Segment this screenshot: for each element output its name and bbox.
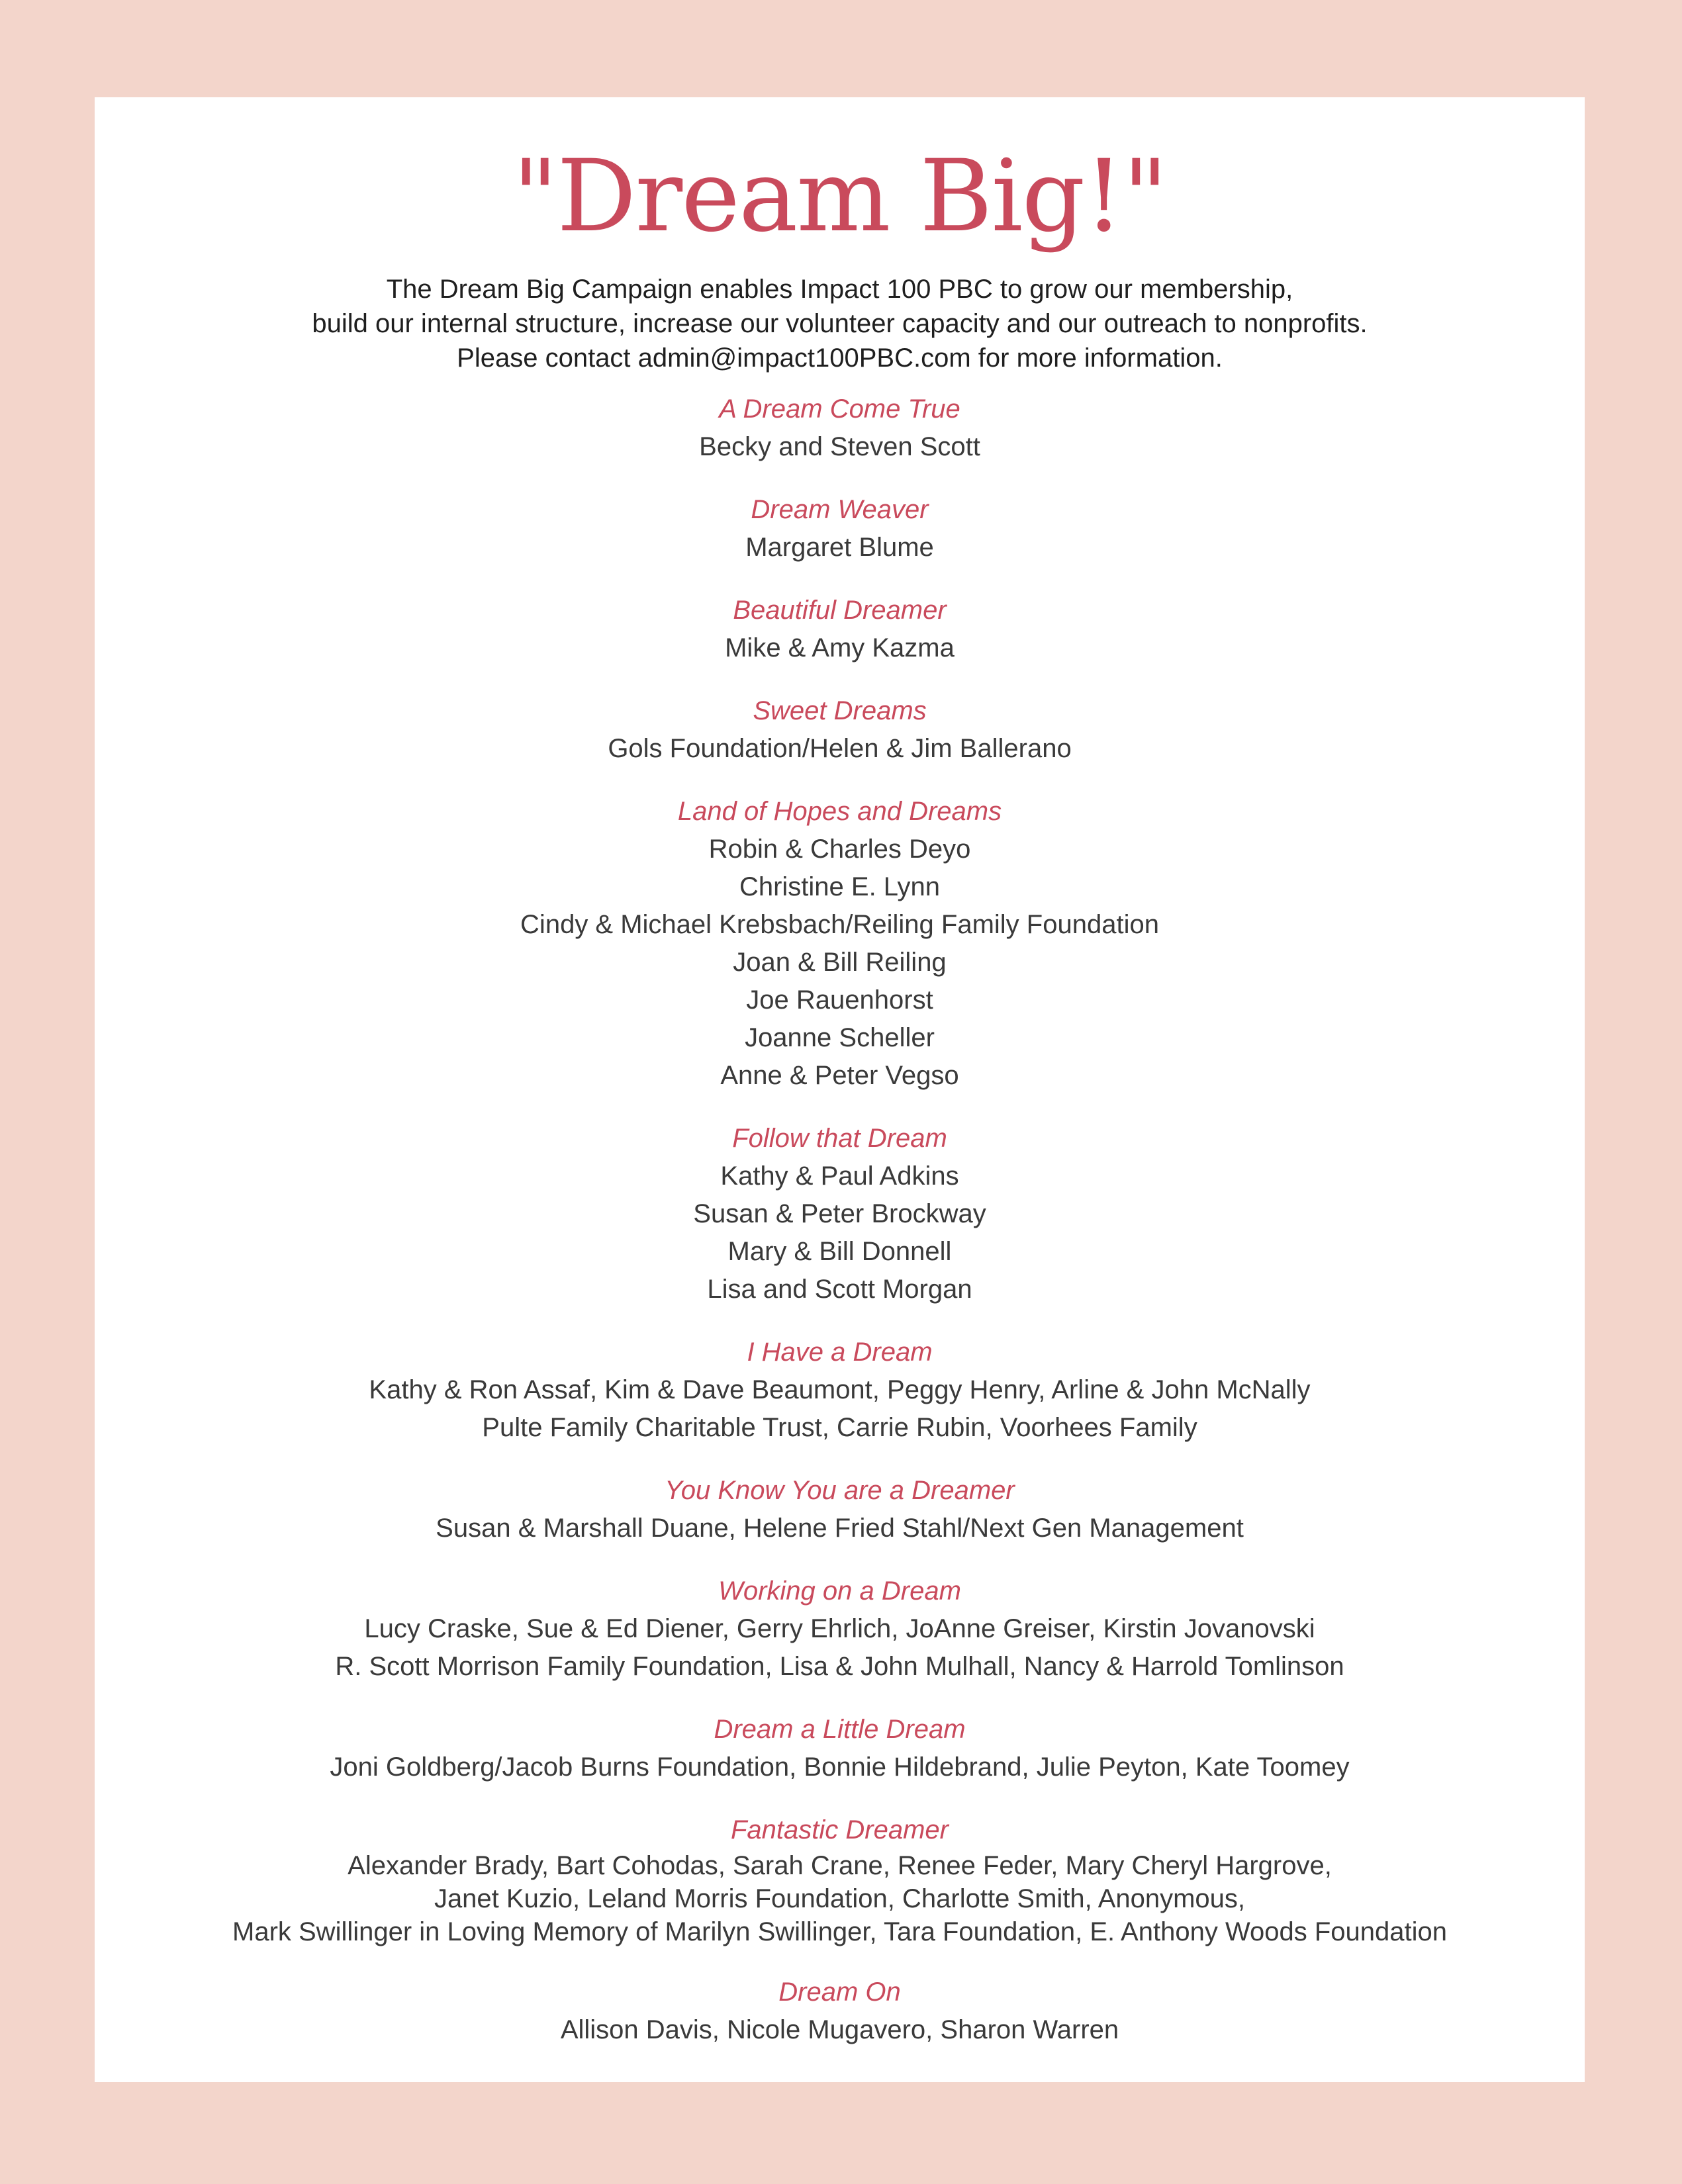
donor-line: Cindy & Michael Krebsbach/Reiling Family Foundation: [520, 910, 1159, 939]
donor-line: Susan & Peter Brockway: [693, 1199, 986, 1228]
donor-line: Joanne Scheller: [745, 1023, 935, 1052]
donor-section: [95, 390, 1585, 466]
donor-line: Anne & Peter Vegso: [720, 1061, 959, 1090]
page-title: "Dream Big!": [512, 139, 1167, 254]
intro-line: The Dream Big Campaign enables Impact 100 PBC to grow our membership,: [386, 275, 1293, 304]
donor-section: [95, 1811, 1585, 1948]
donor-line: Kathy & Paul Adkins: [720, 1161, 959, 1191]
intro-line: Please contact admin@impact100PBC.com for more information.: [457, 343, 1223, 373]
donor-line: Kathy & Ron Assaf, Kim & Dave Beaumont, Peggy Henry, Arline & John McNally: [369, 1375, 1311, 1404]
tier-heading: Fantastic Dreamer: [731, 1815, 949, 1844]
donor-section: [95, 1572, 1585, 1686]
tier-heading: Sweet Dreams: [753, 696, 927, 725]
donor-line: Mike & Amy Kazma: [725, 633, 955, 662]
donor-section: [95, 1471, 1585, 1547]
tier-heading: You Know You are a Dreamer: [665, 1476, 1015, 1505]
tier-heading: Dream Weaver: [751, 495, 929, 524]
donor-section: [95, 591, 1585, 667]
donor-line: R. Scott Morrison Family Foundation, Lisa & John Mulhall, Nancy & Harrold Tomlinson: [335, 1652, 1344, 1681]
donor-line: Margaret Blume: [745, 533, 934, 562]
donor-section: [95, 1710, 1585, 1786]
donor-section: [95, 490, 1585, 567]
donor-sections: [95, 390, 1585, 2049]
tier-heading: Beautiful Dreamer: [733, 596, 947, 625]
tier-heading: I Have a Dream: [747, 1338, 933, 1367]
donor-line: Allison Davis, Nicole Mugavero, Sharon Warren: [560, 2015, 1119, 2044]
donor-line: Lucy Craske, Sue & Ed Diener, Gerry Ehrlich, JoAnne Greiser, Kirstin Jovanovski: [364, 1614, 1315, 1643]
donor-line: Alexander Brady, Bart Cohodas, Sarah Crane, Renee Feder, Mary Cheryl Hargrove,: [348, 1851, 1332, 1880]
donor-line: Christine E. Lynn: [739, 872, 941, 901]
tier-heading: A Dream Come True: [719, 394, 960, 424]
tier-heading: Follow that Dream: [732, 1124, 947, 1153]
donor-section: [95, 792, 1585, 1095]
intro-line: build our internal structure, increase our volunteer capacity and our outreach to nonprofits.: [312, 309, 1368, 338]
content-card: [95, 97, 1585, 2082]
donor-line: Joan & Bill Reiling: [733, 948, 947, 977]
donor-line: Lisa and Scott Morgan: [707, 1275, 972, 1304]
intro-paragraph: [95, 272, 1585, 375]
tier-heading: Working on a Dream: [718, 1576, 961, 1606]
donor-line: Joni Goldberg/Jacob Burns Foundation, Bonnie Hildebrand, Julie Peyton, Kate Toomey: [330, 1752, 1350, 1782]
donor-section: [95, 1333, 1585, 1447]
donor-line: Mary & Bill Donnell: [727, 1237, 952, 1266]
donor-line: Mark Swillinger in Loving Memory of Marilyn Swillinger, Tara Foundation, E. Anthony Woods Foundation: [232, 1917, 1447, 1946]
tier-heading: Dream On: [778, 1978, 901, 2007]
donor-line: Joe Rauenhorst: [746, 985, 933, 1015]
donor-line: Gols Foundation/Helen & Jim Ballerano: [608, 734, 1072, 763]
donor-line: Janet Kuzio, Leland Morris Foundation, Charlotte Smith, Anonymous,: [434, 1884, 1246, 1913]
tier-heading: Land of Hopes and Dreams: [677, 797, 1002, 826]
donor-section: [95, 1973, 1585, 2049]
tier-heading: Dream a Little Dream: [714, 1715, 966, 1744]
donor-section: [95, 1119, 1585, 1308]
donor-line: Pulte Family Charitable Trust, Carrie Rubin, Voorhees Family: [482, 1413, 1197, 1442]
donor-line: Robin & Charles Deyo: [708, 835, 971, 864]
donor-line: Becky and Steven Scott: [699, 432, 980, 461]
donor-section: [95, 692, 1585, 768]
donor-line: Susan & Marshall Duane, Helene Fried Stahl/Next Gen Management: [436, 1514, 1244, 1543]
